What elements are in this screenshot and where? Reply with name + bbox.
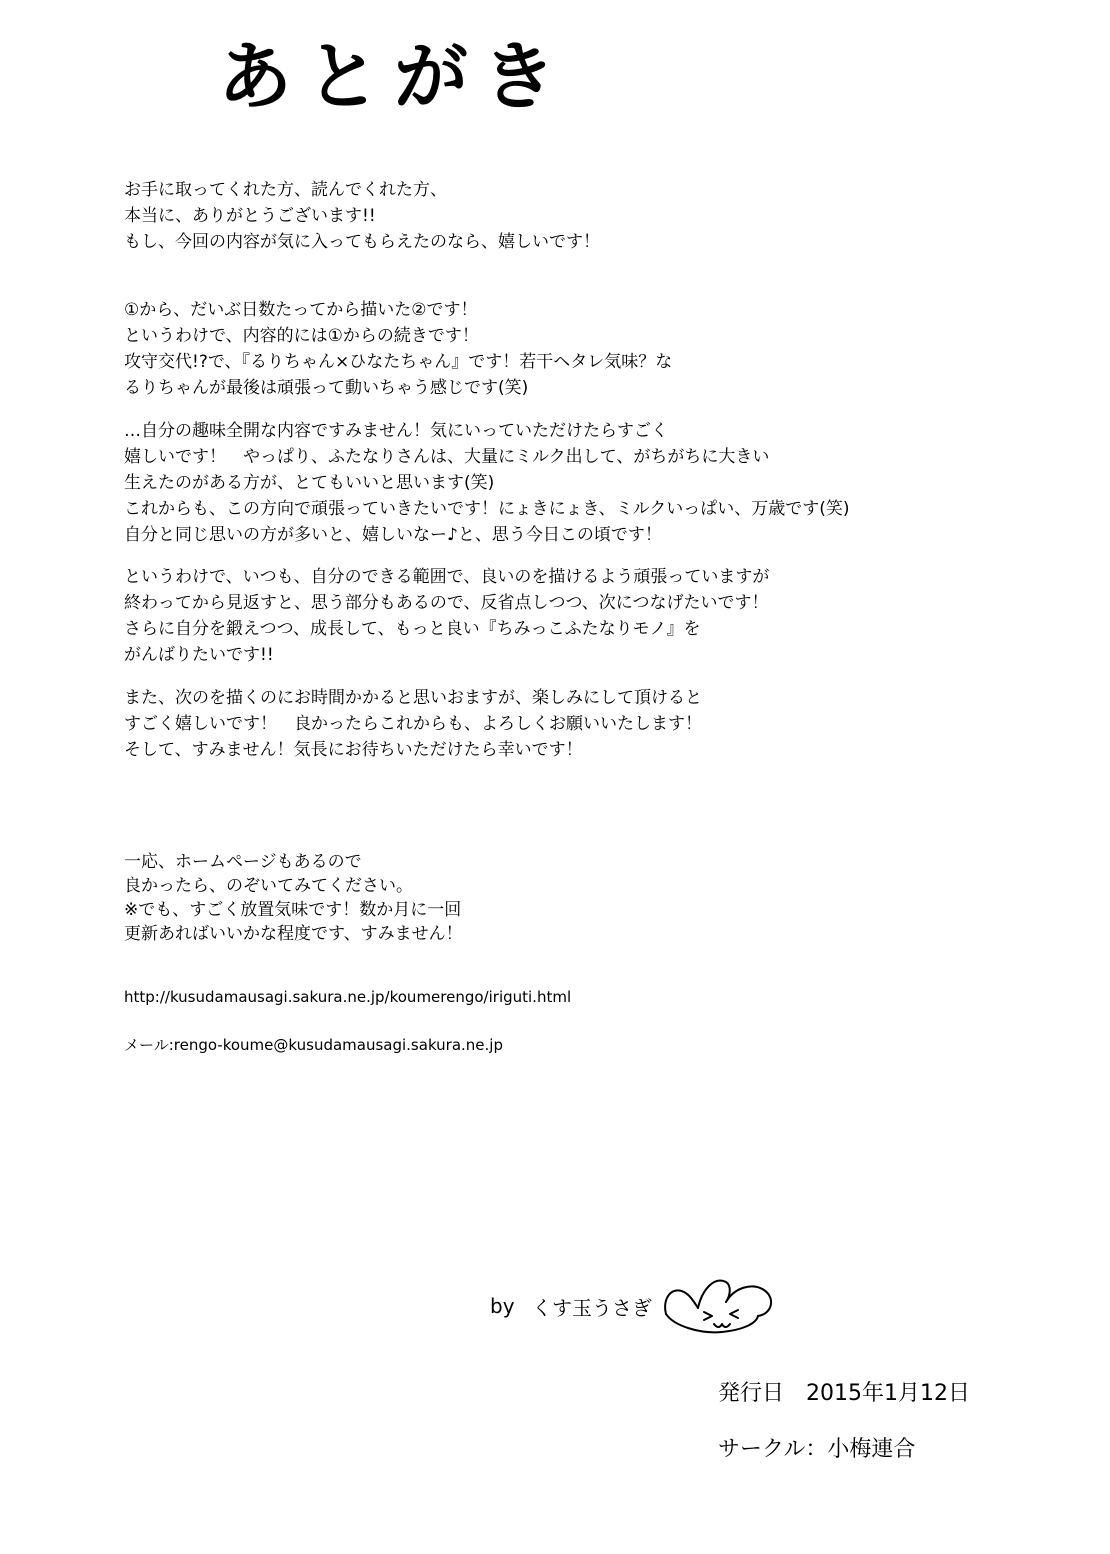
text-line: るりちゃんが最後は頑張って動いちゃう感じです(笑)	[124, 378, 529, 398]
text-line: がんばりたいです!!	[124, 645, 274, 665]
byline-by: by	[490, 1294, 515, 1318]
publication-date: 発行日 2015年1月12日	[718, 1381, 970, 1406]
text-line: 更新あればいいかな程度です、すみません！	[124, 924, 463, 944]
text-line: 良かったら、のぞいてみてください。	[124, 876, 413, 896]
email-address: メール:rengo-koume@kusudamausagi.sakura.ne.jp	[124, 1036, 503, 1054]
text-line: すごく嬉しいです！ 良かったらこれからも、よろしくお願いいたします！	[124, 714, 702, 734]
page-title: あとがき	[218, 34, 570, 120]
text-line: お手に取ってくれた方、読んでくれた方、	[124, 180, 447, 200]
text-line: 自分と同じ思いの方が多いと、嬉しいなー♪と、思う今日この頃です！	[124, 525, 662, 545]
circle-name: サークル：小梅連合	[718, 1437, 916, 1462]
text-line: もし、今回の内容が気に入ってもらえたのなら、嬉しいです！	[124, 232, 600, 252]
text-line: 嬉しいです！ やっぱり、ふたなりさんは、大量にミルク出して、がちがちに大きい	[124, 447, 770, 467]
text-line: 生えたのがある方が、とてもいいと思います(笑)	[124, 473, 495, 493]
text-line: というわけで、内容的には①からの続きです！	[124, 326, 479, 346]
text-line: というわけで、いつも、自分のできる範囲で、良いのを描けるよう頑張っていますが	[124, 567, 770, 587]
rabbit-icon	[660, 1270, 780, 1336]
text-line: ①から、だいぶ日数たってから描いた②です！	[124, 300, 478, 320]
text-line: …自分の趣味全開な内容ですみません！気にいっていただけたらすごく	[124, 421, 668, 441]
text-line: また、次のを描くのにお時間かかると思いおますが、楽しみにして頂けると	[124, 688, 702, 708]
text-line: ※でも、すごく放置気味です！数か月に一回	[124, 900, 462, 920]
author-name: くす玉うさぎ	[532, 1296, 652, 1320]
text-line: これからも、この方向で頑張っていきたいです！にょきにょき、ミルクいっぱい、万歳です(笑)	[124, 499, 850, 519]
text-line: そして、すみません！気長にお待ちいただけたら幸いです！	[124, 740, 583, 760]
text-line: 本当に、ありがとうございます!!	[124, 206, 376, 226]
text-line: 一応、ホームページもあるので	[124, 852, 362, 872]
text-line: 終わってから見返すと、思う部分もあるので、反省点しつつ、次につなげたいです！	[124, 593, 769, 613]
text-line: さらに自分を鍛えつつ、成長して、もっと良い『ちみっこふたなりモノ』を	[124, 619, 701, 639]
text-line: 攻守交代!?で、『るりちゃん×ひなたちゃん』です！若干ヘタレ気味？な	[124, 352, 673, 372]
homepage-link[interactable]: http://kusudamausagi.sakura.ne.jp/koumerengo/iriguti.html	[124, 988, 572, 1006]
